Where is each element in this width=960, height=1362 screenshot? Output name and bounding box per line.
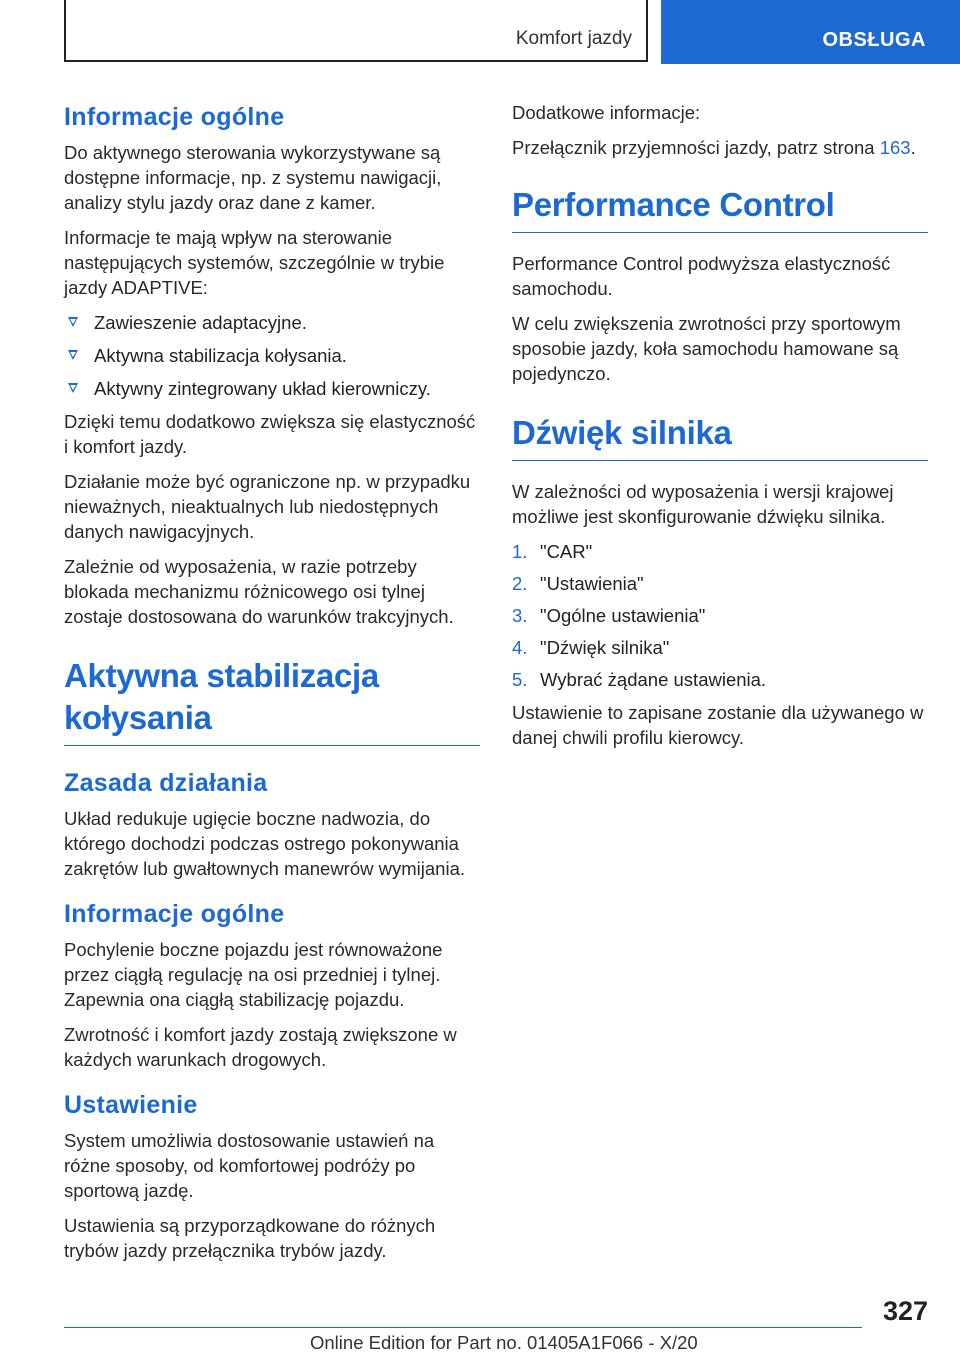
right-column [512,100,928,760]
bullet-item [64,343,480,368]
bullet-item [64,376,480,401]
paragraph: Ustawienia są przyporządkowane do różnych trybów jazdy przełącznika trybów jazdy. [64,1215,436,1261]
step-item [512,571,928,596]
step-number: 2. [512,573,528,594]
page-number: 327 [882,1296,928,1326]
heading-informacje-ogolne: Informacje ogólne [64,103,285,131]
paragraph: Performance Control podwyższa elastyczność samochodu. [512,253,891,299]
triangle-down-icon [68,317,78,327]
paragraph-cross-reference [512,135,928,160]
paragraph: Zwrotność i komfort jazdy zostają zwiększone w każdych warunkach drogowych. [64,1024,457,1070]
footer-edition-text: Online Edition for Part no. 01405A1F066 - X/20 [310,1332,698,1353]
chapter-tab-label: OBSŁUGA [822,29,926,51]
section-title-wrap [512,184,928,233]
paragraph: Dodatkowe informacje: [512,102,701,123]
paragraph: Układ redukuje ugięcie boczne nadwozia, do którego dochodzi podczas ostrego pokonywania zakrętów lub gwałtownych manewrów wymijania. [64,808,465,879]
heading-informacje-ogolne-2: Informacje ogólne [64,900,285,928]
step-list [512,539,928,692]
paragraph: Dzięki temu dodatkowo zwiększa się elastyczność i komfort jazdy. [64,411,476,457]
step-text: "CAR" [540,541,593,562]
paragraph: Do aktywnego sterowania wykorzystywane są dostępne informacje, np. z systemu nawigacji, analizy stylu jazdy oraz dane z kamer. [64,142,442,213]
paragraph: Ustawienie to zapisane zostanie dla używanego w danej chwili profilu kierowcy. [512,702,924,748]
paragraph: Informacje te mają wpływ na sterowanie następujących systemów, szczególnie w trybie jazdy ADAPTIVE: [64,227,445,298]
cross-reference-text: Przełącznik przyjemności jazdy, patrz strona [512,137,880,158]
bullet-item [64,310,480,335]
paragraph: Zależnie od wyposażenia, w razie potrzeby blokada mechanizmu różnicowego osi tylnej zostaje dostosowana do warunków trakcyjnych. [64,556,454,627]
step-item [512,539,928,564]
bullet-text: Aktywny zintegrowany układ kierowniczy. [94,378,431,399]
footer-divider [64,1327,862,1328]
step-text: "Dźwięk silnika" [540,637,670,658]
step-text: "Ustawienia" [540,573,644,594]
bullet-text: Zawieszenie adaptacyjne. [94,312,307,333]
section-title-performance-control: Performance Control [512,186,835,223]
section-title: Komfort jazdy [515,28,632,49]
paragraph: Pochylenie boczne pojazdu jest równoważone przez ciągłą regulację na osi przedniej i tylnej. Zapewnia ona ciągłą stabilizację pojazdu. [64,939,443,1010]
paragraph: W celu zwiększenia zwrotności przy sportowym sposobie jazdy, koła samochodu hamowane są pojedynczo. [512,313,901,384]
step-item [512,667,928,692]
chapter-tab[interactable] [661,0,960,64]
cross-reference-end: . [910,137,916,158]
paragraph: Działanie może być ograniczone np. w przypadku nieważnych, nieaktualnych lub niedostępnych danych nawigacyjnych. [64,471,471,542]
header-box [64,0,648,62]
step-item [512,635,928,660]
step-item [512,603,928,628]
paragraph: W zależności od wyposażenia i wersji krajowej możliwe jest skonfigurowanie dźwięku silnika. [512,481,894,527]
triangle-down-icon [68,383,78,393]
section-title-wrap [512,412,928,461]
triangle-down-icon [68,350,78,360]
step-number: 5. [512,669,528,690]
page-link[interactable]: 163 [879,137,911,158]
step-text: "Ogólne ustawienia" [540,605,706,626]
bullet-text: Aktywna stabilizacja kołysania. [94,345,347,366]
left-column [64,100,480,1273]
step-number: 4. [512,637,528,658]
section-title-aktywna-stabilizacja: Aktywna stabilizacja kołysania [64,657,379,736]
step-number: 3. [512,605,528,626]
step-text: Wybrać żądane ustawienia. [540,669,767,690]
paragraph: System umożliwia dostosowanie ustawień na różne sposoby, od komfortowej podróży po sportową jazdę. [64,1130,435,1201]
step-number: 1. [512,541,528,562]
bullet-list [64,310,480,401]
section-title-dzwiek-silnika: Dźwięk silnika [512,414,732,451]
heading-ustawienie: Ustawienie [64,1091,198,1119]
section-title-wrap [64,655,480,746]
heading-zasada-dzialania: Zasada działania [64,769,268,797]
